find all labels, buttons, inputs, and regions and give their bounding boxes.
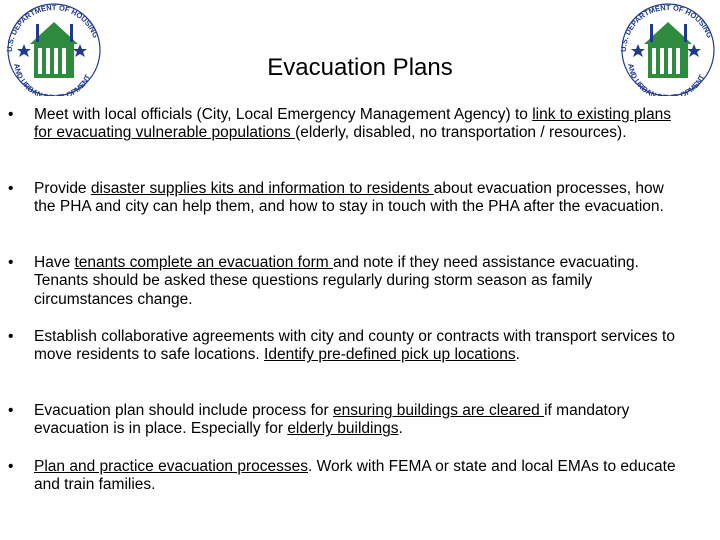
underlined-segment: ensuring buildings are cleared [333, 402, 545, 419]
bullet-text [34, 106, 684, 143]
bullet-text [34, 458, 684, 495]
underlined-segment: elderly buildings [287, 420, 399, 438]
underlined-segment: link to existing plans for evacuating vulnerable populations [34, 106, 671, 142]
underlined-segment: disaster supplies kits and information to residents [90, 180, 434, 197]
bullet-marker: • [8, 254, 14, 271]
bullet-marker: • [8, 458, 14, 475]
bullet-text [34, 254, 684, 309]
text-segment: Establish collaborative agreements with city and county or contracts with transport services to move residents to safe locations. [34, 328, 675, 364]
bullet-text [34, 402, 684, 439]
bullet-text [34, 180, 684, 217]
underlined-segment: Identify pre-defined pick up locations [264, 346, 516, 364]
underlined-segment: tenants complete an evacuation form [74, 254, 333, 271]
underlined-segment: Plan and practice evacuation processes [34, 458, 308, 475]
page-title: Evacuation Plans [267, 54, 453, 81]
text-segment: about evacuation processes, how the PHA and city can help them, and how to stay in touch with the PHA after the evacuation. [34, 180, 664, 216]
text-segment: . Work with FEMA or state and local EMAs to educate and train families. [34, 458, 676, 494]
text-segment: Have [34, 254, 75, 271]
text-segment: Provide [34, 180, 91, 197]
svg-text:U.S. DEPARTMENT OF HOUSING: U.S. DEPARTMENT OF HOUSING [618, 2, 715, 53]
bullet-marker: • [8, 180, 14, 197]
svg-text:AND URBAN DEVELOPMENT: AND URBAN LOPMENT [12, 62, 93, 96]
text-segment: (elderly, disabled, no transportation / resources). [295, 124, 627, 142]
bullet-marker: • [8, 402, 14, 419]
text-segment: and note if they need assistance evacuating. Tenants should be asked these questions regularly during storm season as family circumstances change. [34, 254, 639, 308]
text-segment: Evacuation plan should include process for [34, 402, 333, 419]
text-segment: Meet with local officials (City, Local Emergency Management Agency) to [34, 106, 533, 123]
svg-text:U.S. DEPARTMENT OF HOUSING: U.S. DEPARTMENT OF HOUSING [4, 2, 101, 53]
svg-text:AND URBAN DEVELOPMENT: AND URBAN LOPMENT [626, 62, 707, 96]
text-segment: . [398, 420, 403, 438]
text-segment: if mandatory evacuation is in place. Especially for [34, 402, 630, 438]
bullet-text [34, 328, 684, 365]
text-segment: . [515, 346, 520, 364]
bullet-marker: • [8, 328, 14, 345]
bullet-marker: • [8, 106, 14, 123]
